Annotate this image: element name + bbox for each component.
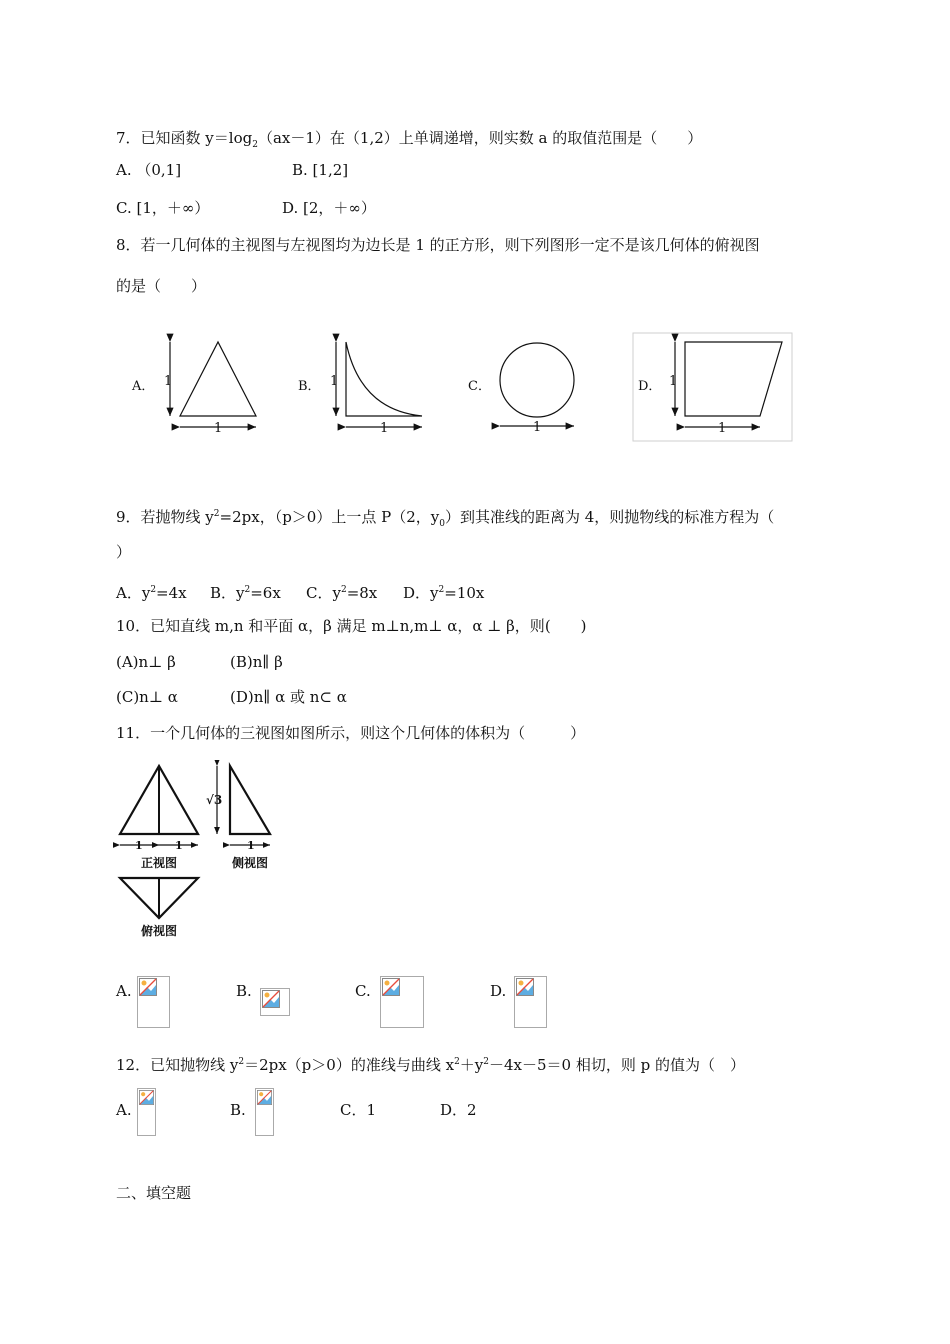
- q10-option-d: (D)n∥ α 或 n⊂ α: [230, 688, 347, 706]
- q11-three-views: [112, 760, 282, 945]
- q8-shape-triangle: [180, 342, 256, 416]
- q12-option-a: A.: [116, 1101, 132, 1119]
- q9-stem: 9．若抛物线 $y^2=2px$，（p＞0）上一点 P（2，$y_0$）到其准线的距离为 4，则抛物线的标准方程为（: [116, 508, 775, 529]
- q7-option-d: D. [2，＋∞）: [282, 199, 376, 217]
- q7-option-a: A. （0,1]: [116, 161, 182, 179]
- q11-option-b-image: [260, 988, 290, 1016]
- q8-stem-line1: 8．若一几何体的主视图与左视图均为边长是 1 的正方形，则下列图形一定不是该几何体的俯视图: [116, 236, 760, 254]
- svg-text:1: 1: [669, 374, 678, 389]
- q9-option-d: D．$y^2=10x$: [403, 584, 485, 602]
- q11-top-label: 俯视图: [141, 924, 178, 938]
- q10-option-a: (A)n⊥ β: [116, 653, 176, 671]
- svg-text:√3: √3: [206, 793, 223, 807]
- q11-option-c-image: [380, 976, 424, 1028]
- q7-stem: 7．已知函数 $y=\log_2(ax-1)$在（1,2）上单调递增，则实数 a 的取值范围是（ ）: [116, 129, 703, 150]
- svg-text:1: 1: [330, 374, 339, 389]
- q11-option-a-image: [137, 976, 170, 1028]
- q9-stem-line2: ）: [116, 543, 132, 561]
- q8-label-d: D．: [638, 379, 662, 394]
- svg-text:1: 1: [247, 839, 255, 852]
- q11-side-label: 侧视图: [232, 856, 269, 870]
- q9-option-c: C．$y^2=8x$: [306, 584, 378, 602]
- q9-option-b: B．$y^2=6x$: [210, 584, 281, 602]
- q12-option-d: D．2: [440, 1101, 477, 1119]
- q12-option-b-image: [255, 1088, 274, 1136]
- q7-option-c: C. [1，＋∞）: [116, 199, 210, 217]
- q11-option-c: C.: [355, 982, 371, 1000]
- q8-label-a: A．: [132, 379, 155, 394]
- svg-text:1: 1: [175, 839, 183, 852]
- svg-text:1: 1: [135, 839, 143, 852]
- svg-text:1: 1: [214, 421, 223, 436]
- q10-option-c: (C)n⊥ α: [116, 688, 178, 706]
- q11-side-view: [230, 766, 270, 834]
- q10-option-b: (B)n∥ β: [230, 653, 283, 671]
- q12-option-a-image: [137, 1088, 156, 1136]
- q8-label-b: B．: [298, 379, 321, 394]
- svg-text:1: 1: [718, 421, 727, 436]
- q12-option-b: B.: [230, 1101, 246, 1119]
- svg-text:1: 1: [533, 420, 542, 435]
- svg-text:1: 1: [164, 374, 173, 389]
- q7-option-b: B. [1,2]: [292, 161, 349, 179]
- q11-option-b: B.: [236, 982, 252, 1000]
- q12-stem: 12．已知抛物线 $y^2=2px(p>0)$的准线与曲线 $x^2+y^2-4x-5=0$ 相切，则 p 的值为（ ）: [116, 1056, 746, 1074]
- q11-stem: 11．一个几何体的三视图如图所示，则这个几何体的体积为（ ）: [116, 724, 586, 742]
- q10-stem: 10．已知直线 m,n 和平面 α，β 满足 m⊥n,m⊥ α，α ⊥ β，则( ): [116, 617, 587, 635]
- q11-option-d: D.: [490, 982, 507, 1000]
- q8-shape-curve: [346, 342, 422, 416]
- q11-option-a: A.: [116, 982, 132, 1000]
- svg-text:1: 1: [380, 421, 389, 436]
- q11-option-d-image: [514, 976, 547, 1028]
- q8-shape-trapezoid: [685, 342, 782, 416]
- q11-front-label: 正视图: [141, 856, 178, 870]
- section-heading: 二、填空题: [116, 1184, 192, 1202]
- q8-stem-line2: 的是（ ）: [116, 277, 207, 295]
- q12-option-c: C．1: [340, 1101, 377, 1119]
- q8-label-c: C．: [468, 379, 491, 394]
- q9-option-a: A．$y^2=4x$: [116, 584, 187, 602]
- q8-shape-circle: [500, 343, 574, 417]
- q8-figures: [120, 330, 810, 445]
